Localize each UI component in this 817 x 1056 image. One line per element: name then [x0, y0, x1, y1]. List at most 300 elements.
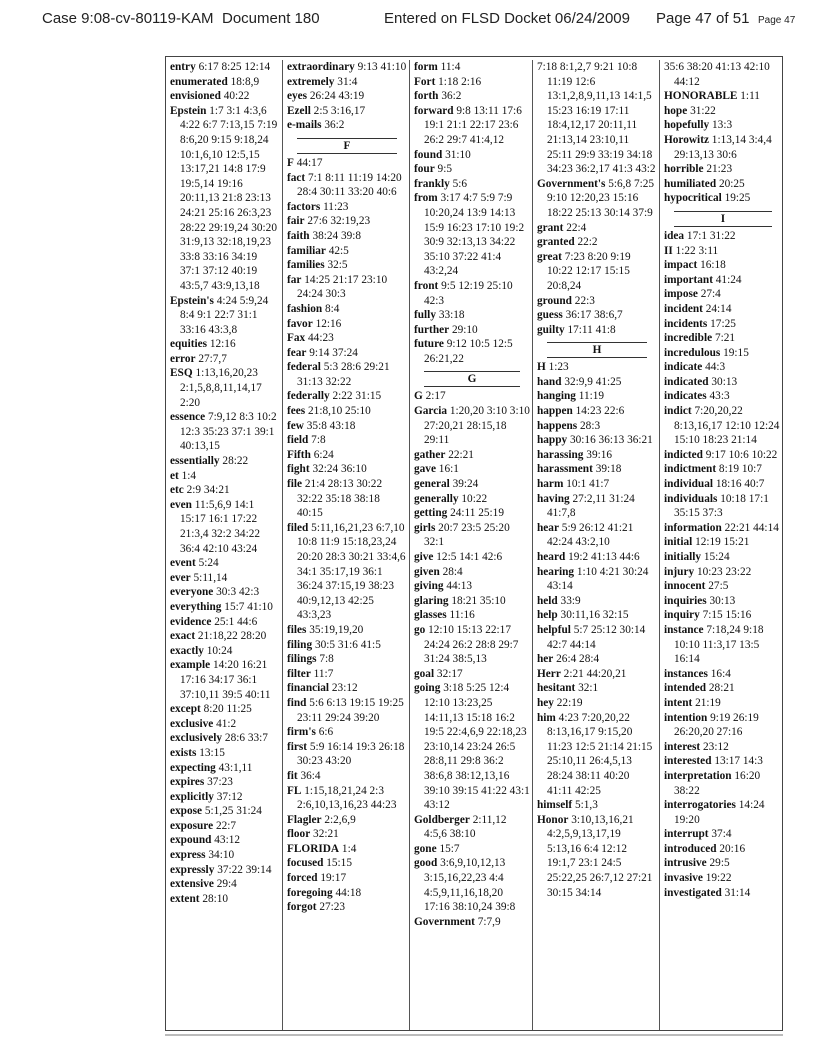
index-refs: 22:4 [566, 221, 587, 234]
index-refs: 9:5 12:19 25:10 42:3 [424, 279, 513, 307]
letter-heading: G [424, 371, 520, 387]
index-entry [414, 608, 530, 623]
index-refs: 18:16 40:7 [715, 478, 765, 491]
index-term: forward [414, 104, 454, 117]
index-refs: 20:7 23:5 25:20 32:1 [424, 521, 510, 549]
index-term: harassing [537, 448, 584, 461]
index-term: et [170, 469, 179, 482]
index-term: field [287, 434, 309, 447]
index-term: exclusively [170, 732, 223, 745]
index-entry [664, 89, 782, 104]
index-entry [170, 629, 280, 644]
index-refs: 5:1,25 31:24 [204, 805, 262, 818]
index-term: instance [664, 623, 704, 636]
index-term: G [414, 390, 423, 403]
index-term: initially [664, 551, 702, 563]
index-term: introduced [664, 842, 717, 855]
index-entry [414, 681, 530, 812]
index-refs: 5:7 25:12 30:14 42:7 44:14 [547, 623, 646, 651]
index-refs: 40:22 [223, 90, 250, 103]
index-term: idea [664, 229, 685, 242]
index-refs: 32:5 [327, 259, 348, 272]
index-term: few [287, 419, 304, 432]
index-term: except [170, 703, 201, 716]
index-term: faith [287, 229, 310, 242]
index-term: heard [537, 551, 566, 563]
index-entry [287, 842, 407, 857]
index-entry [664, 856, 782, 871]
index-refs: 1:10 4:21 30:24 43:14 [547, 565, 649, 593]
index-refs: 31:22 [690, 104, 716, 117]
index-refs: 18:21 35:10 [451, 594, 506, 607]
index-refs: 36:2 [441, 90, 462, 103]
index-entry [664, 623, 782, 667]
index-entry [414, 308, 530, 323]
index-term: interest [664, 740, 701, 753]
index-refs: 10:24 [206, 644, 233, 657]
index-entry [664, 302, 782, 317]
index-entry [537, 323, 657, 338]
index-refs: 7:7,9 [477, 915, 501, 928]
index-refs: 27:4 [700, 288, 721, 301]
index-refs: 44:3 [705, 361, 726, 374]
index-entry [287, 104, 407, 119]
index-refs: 28:22 [222, 455, 249, 468]
index-entry [287, 214, 407, 229]
index-entry [170, 498, 280, 556]
index-term: expose [170, 805, 203, 818]
index-refs: 5:6,8 7:25 9:10 12:20,23 15:16 18:22 25:13 30:14 37:9 [547, 177, 655, 219]
index-term: hanging [537, 390, 576, 403]
index-term: fit [287, 769, 298, 782]
index-refs: 34:10 [208, 849, 235, 862]
index-refs: 30:11,16 32:15 [560, 609, 629, 622]
index-term: exclusive [170, 717, 214, 730]
index-term: glaring [414, 594, 449, 607]
index-refs: 7:23 8:20 9:19 10:22 12:17 15:15 20:8,24 [547, 250, 631, 292]
index-term: Government [414, 915, 475, 928]
index-entry [170, 410, 280, 454]
index-refs: 9:13 41:10 [357, 61, 407, 73]
index-refs: 19:25 [724, 192, 751, 205]
index-term: grant [537, 221, 564, 234]
index-refs: 30:13 [711, 375, 738, 388]
index-entry [287, 813, 407, 828]
index-entry [287, 389, 407, 404]
index-entry [537, 433, 657, 448]
index-entry [414, 279, 530, 308]
index-column-2 [282, 60, 409, 1030]
index-entry [537, 608, 657, 623]
index-term: everyone [170, 586, 214, 599]
index-refs: 19:2 41:13 44:6 [568, 551, 640, 563]
index-refs: 8:19 10:7 [718, 463, 762, 476]
index-entry [170, 75, 280, 90]
index-entry [170, 877, 280, 892]
index-refs: 26:4 28:4 [556, 653, 600, 666]
index-refs: 7:18,24 9:18 10:10 11:3,17 13:5 16:14 [674, 623, 764, 666]
index-refs: 35:6 38:20 41:13 42:10 44:12 [664, 61, 770, 88]
index-term: families [287, 259, 325, 272]
index-entry [414, 337, 530, 366]
index-entry [414, 521, 530, 550]
index-entry [287, 652, 407, 667]
index-term: file [287, 478, 303, 491]
index-term: future [414, 338, 444, 351]
index-term: find [287, 696, 307, 709]
index-term: extraordinary [287, 61, 355, 73]
index-term: exact [170, 630, 196, 643]
index-term: equities [170, 338, 208, 351]
index-refs: 6:17 8:25 12:14 [198, 61, 271, 73]
index-refs: 4:24 5:9,24 8:4 9:1 22:7 31:1 33:16 43:3,8 [180, 294, 269, 336]
index-column-3 [409, 60, 532, 1030]
index-refs: 39:24 [452, 478, 479, 491]
index-term: ground [537, 294, 572, 307]
index-refs: 12:10 15:13 22:17 24:24 26:2 28:8 29:7 31:24 38:5,13 [424, 623, 519, 666]
index-entry [287, 156, 407, 171]
index-term: him [537, 711, 556, 724]
index-entry [537, 177, 657, 221]
index-term: innocent [664, 580, 706, 593]
index-refs: 16:20 38:22 [674, 769, 761, 797]
index-entry [287, 317, 407, 332]
index-refs: 7:18 8:1,2,7 9:21 10:8 11:19 12:6 13:1,2,8,9,11,13 14:1,5 15:23 16:19 17:11 18:4,12,17 20:11,11 21:13,14 23:10,11 25:11 29:9 33:19 34:18 34:23 36:2,17 41:3 43:2 [537, 61, 656, 176]
index-entry [287, 75, 407, 90]
index-term: exposure [170, 819, 214, 832]
index-entry [664, 754, 782, 769]
index-entry [170, 104, 280, 294]
index-refs: 7:1 8:11 11:19 14:20 28:4 30:11 33:20 40:6 [297, 171, 402, 199]
index-refs: 14:20 16:21 17:16 34:17 36:1 37:10,11 39:5 40:11 [180, 659, 271, 701]
index-refs: 43:12 [214, 834, 241, 847]
index-term: ever [170, 571, 191, 584]
index-term: intent [664, 696, 693, 709]
index-term: H [537, 361, 546, 374]
index-refs: 28:6 33:7 [224, 732, 268, 745]
index-term: harassment [537, 463, 593, 476]
index-entry [664, 229, 782, 244]
index-entry [664, 696, 782, 711]
index-entry [287, 404, 407, 419]
index-term: F [287, 156, 294, 169]
index-entry [664, 740, 782, 755]
index-term: extensive [170, 878, 214, 891]
letter-heading: F [297, 138, 397, 154]
index-refs: 7:15 15:16 [702, 609, 752, 622]
index-refs: 27:7,7 [198, 352, 227, 365]
index-entry [170, 717, 280, 732]
index-entry [664, 711, 782, 740]
index-term: injury [664, 565, 695, 578]
index-refs: 27:5 [708, 580, 729, 593]
index-entry [664, 448, 782, 463]
index-entry [287, 871, 407, 886]
index-entry [170, 615, 280, 630]
index-entry [414, 404, 530, 448]
index-term: from [414, 192, 438, 205]
index-term: generally [414, 492, 459, 505]
index-entry [537, 594, 657, 609]
index-term: indicted [664, 448, 703, 461]
index-term: given [414, 565, 440, 578]
index-entry [170, 644, 280, 659]
index-term: indicates [664, 390, 707, 403]
index-term: going [414, 682, 441, 695]
index-entry [170, 556, 280, 571]
index-term: impose [664, 288, 698, 301]
index-entry [170, 863, 280, 878]
index-term: intended [664, 682, 707, 695]
index-refs: 32:1 [578, 682, 599, 695]
index-refs: 20:25 [718, 177, 745, 190]
index-term: information [664, 521, 722, 534]
index-term: FLORIDA [287, 842, 340, 855]
index-refs: 28:21 [708, 682, 735, 695]
index-refs: 24:11 25:19 [450, 507, 504, 520]
index-refs: 1:23 [548, 361, 569, 374]
index-term: floor [287, 828, 311, 841]
index-term: event [170, 557, 196, 570]
index-term: happy [537, 434, 568, 447]
index-term: front [414, 279, 439, 292]
index-term: e-mails [287, 119, 322, 132]
index-entry [287, 462, 407, 477]
index-term: forth [414, 90, 439, 103]
index-term: great [537, 250, 562, 263]
index-entry [414, 842, 530, 857]
index-term: files [287, 623, 307, 636]
index-entry [287, 681, 407, 696]
index-entry [170, 352, 280, 367]
index-refs: 29:4 [216, 878, 237, 891]
index-entry [287, 360, 407, 389]
index-refs: 37:4 [711, 828, 732, 841]
index-term: hear [537, 521, 559, 534]
index-entry [664, 608, 782, 623]
index-refs: 27:6 32:19,23 [307, 215, 371, 228]
index-refs: 1:7 3:1 4:3,6 4:22 6:7 7:13,15 7:19 8:6,20 9:15 9:18,24 10:1,6,10 12:5,15 13:17,21 14:8 17:9 19:5,14 19:16 20:11,13 21:8 23:13 24:21 25:16 26:3,23 28:22 29:19,24 30:20 31:9,13 32:18,19,23 33:8 33:16 34:19 37:1 37:12 40:19 43:5,7 43:9,13,18 [180, 104, 278, 292]
index-term: envisioned [170, 90, 221, 103]
index-entry [537, 623, 657, 652]
index-term: go [414, 623, 426, 636]
index-entry [664, 317, 782, 332]
index-term: filings [287, 653, 317, 666]
index-entry [414, 389, 530, 404]
index-entry [287, 244, 407, 259]
index-refs: 16:18 [700, 259, 726, 272]
index-term: filing [287, 638, 313, 651]
index-refs: 17:1 31:22 [686, 229, 736, 242]
index-column-1 [166, 60, 282, 1030]
index-term: hesitant [537, 682, 576, 695]
index-refs: 12:16 [315, 317, 342, 330]
index-entry [287, 638, 407, 653]
index-entry [287, 419, 407, 434]
index-entry [287, 827, 407, 842]
index-entry [537, 294, 657, 309]
index-term: federal [287, 361, 321, 374]
index-term: incredible [664, 332, 713, 345]
index-refs: 1:4 [341, 842, 357, 855]
index-refs: 14:25 21:17 23:10 24:24 30:3 [297, 273, 388, 301]
index-entry [287, 331, 407, 346]
index-refs: 28:10 [202, 892, 229, 905]
index-term: good [414, 857, 438, 870]
index-entry [664, 565, 782, 580]
index-term: evidence [170, 615, 212, 628]
index-refs: 29:5 [709, 857, 730, 870]
index-entry [664, 871, 782, 886]
index-term: entry [170, 61, 196, 73]
index-refs: 5:24 [198, 557, 219, 570]
index-refs: 9:5 [437, 163, 452, 176]
index-entry [287, 667, 407, 682]
index-refs: 22:7 [215, 819, 237, 832]
index-term: Fax [287, 332, 306, 345]
index-term: held [537, 594, 558, 607]
index-refs: 37:22 39:14 [217, 863, 272, 876]
index-refs: 15:15 [326, 857, 352, 870]
index-refs: 14:24 19:20 [674, 799, 765, 826]
index-term: essence [170, 411, 206, 424]
index-refs: 39:16 [586, 448, 613, 461]
index-refs: 21:23 [706, 163, 733, 176]
index-refs: 15:24 [703, 551, 730, 563]
index-entry [537, 696, 657, 711]
index-refs: 38:24 39:8 [312, 229, 362, 242]
index-term: exists [170, 746, 197, 759]
index-entry [170, 585, 280, 600]
index-refs: 37:12 [216, 790, 243, 803]
index-entry [537, 565, 657, 594]
index-refs: 35:8 43:18 [306, 419, 356, 432]
index-refs: 12:16 [209, 338, 236, 351]
index-refs: 43:1,11 [218, 761, 253, 774]
index-term: first [287, 740, 308, 753]
index-term: incidents [664, 317, 708, 330]
index-entry [287, 448, 407, 463]
index-term: further [414, 323, 450, 336]
index-entry [414, 579, 530, 594]
index-entry [414, 565, 530, 580]
index-term: getting [414, 507, 448, 520]
index-entry [537, 235, 657, 250]
index-term: four [414, 163, 435, 176]
index-refs: 13:17 14:3 [714, 755, 763, 768]
index-refs: 27:23 [319, 901, 346, 914]
index-term: firm's [287, 726, 316, 739]
page-label: Page 47 [758, 15, 796, 26]
index-term: helpful [537, 623, 571, 636]
index-refs: 10:18 17:1 35:15 37:3 [674, 492, 769, 520]
index-entry [537, 681, 657, 696]
index-term: expires [170, 776, 205, 789]
index-entry [537, 798, 657, 813]
document-header [42, 10, 802, 30]
index-refs: 19:15 [723, 346, 749, 359]
index-term: himself [537, 799, 573, 812]
index-refs: 1:15,18,21,24 2:3 2:6,10,13,16,23 44:23 [297, 784, 397, 812]
index-refs: 2:11,12 4:5,6 38:10 [424, 813, 507, 841]
index-entry [414, 550, 530, 565]
index-term: Ezell [287, 104, 311, 117]
index-refs: 22:21 44:14 [724, 521, 779, 534]
index-refs: 13:3 [712, 119, 733, 132]
index-entry [537, 477, 657, 492]
index-entry [170, 469, 280, 484]
index-term: favor [287, 317, 313, 330]
index-entry [287, 118, 407, 133]
index-entry [170, 454, 280, 469]
index-column-5 [659, 60, 784, 1030]
index-refs: 13:15 [199, 746, 225, 759]
index-entry [287, 623, 407, 638]
index-entry [170, 790, 280, 805]
index-refs: 22:2 [577, 236, 598, 249]
index-refs: 22:21 [448, 448, 474, 461]
index-entry [664, 118, 782, 133]
index-refs: 11:16 [449, 609, 475, 622]
index-refs: 16:1 [438, 463, 459, 476]
index-entry [537, 375, 657, 390]
index-refs: 10:22 [461, 492, 488, 505]
index-refs: 6:6 [318, 726, 334, 739]
index-refs: 21:18,22 28:20 [197, 630, 267, 643]
index-entry [537, 308, 657, 323]
index-refs: 30:13 [709, 594, 736, 607]
index-term: impact [664, 259, 698, 272]
index-term: everything [170, 600, 222, 613]
index-refs: 32:21 [313, 828, 339, 841]
index-term: extent [170, 892, 200, 905]
index-term: interested [664, 755, 712, 768]
index-term: having [537, 492, 570, 505]
index-entry [414, 177, 530, 192]
bottom-rule [165, 1034, 783, 1036]
index-refs: 8:20 11:25 [203, 703, 252, 716]
index-refs: 10:23 23:22 [696, 565, 752, 578]
index-entry [537, 221, 657, 236]
index-entry [170, 746, 280, 761]
index-term: harm [537, 478, 564, 491]
index-refs: 24:14 [705, 302, 732, 315]
index-term: granted [537, 236, 575, 249]
case-number: Case 9:08-cv-80119-KAM [42, 10, 214, 27]
index-entry [664, 244, 782, 259]
index-term: important [664, 273, 713, 286]
index-entry-continued [537, 60, 657, 177]
index-refs: 5:6 [452, 177, 468, 190]
index-entry [170, 658, 280, 702]
page-of-total: Page 47 of 51 [656, 10, 750, 27]
index-entry [537, 419, 657, 434]
index-term: forced [287, 872, 318, 885]
index-entry [414, 162, 530, 177]
index-entry [664, 886, 782, 901]
index-entry [664, 798, 782, 827]
index-term: humiliated [664, 177, 717, 190]
index-refs: 25:1 44:6 [214, 615, 258, 628]
index-term: giving [414, 580, 444, 593]
index-entry [287, 346, 407, 361]
index-refs: 19:17 [320, 872, 347, 885]
index-refs: 28:3 [580, 419, 601, 432]
index-entry [537, 404, 657, 419]
index-term: hearing [537, 565, 575, 578]
index-entry [287, 258, 407, 273]
index-term: familiar [287, 244, 326, 257]
